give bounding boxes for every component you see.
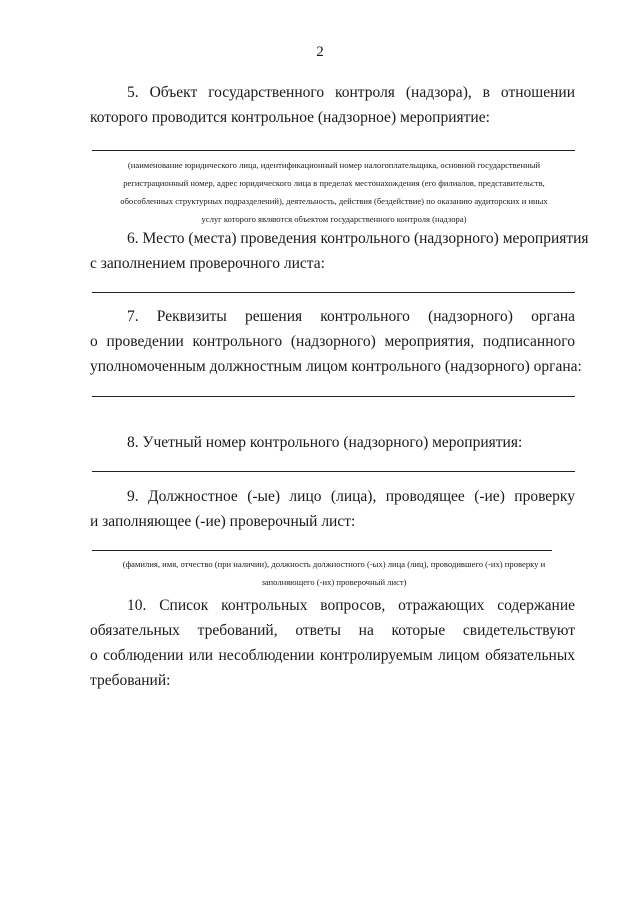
item-6-fill-line[interactable]	[92, 292, 575, 293]
item-10-line-3: о соблюдении или несоблюдении контролируемым лицом обязательных	[90, 647, 575, 664]
item-9-note	[92, 555, 576, 591]
item-5-note-line-4: услуг которого являются объектом государственного контроля (надзора)	[201, 214, 467, 224]
item-10-line-4: требований:	[90, 672, 171, 689]
item-10-control-questions	[90, 593, 575, 693]
item-5-note-line-1: (наименование юридического лица, идентификационный номер налогоплательщика, основной государственный	[127, 160, 541, 170]
item-6-line-2: с заполнением проверочного листа:	[90, 255, 325, 272]
item-6-line-1: 6. Место (места) проведения контрольного (надзорного) мероприятия	[127, 230, 589, 247]
item-9-note-line-2: заполняющего (-их) проверочный лист)	[261, 577, 407, 587]
item-8-registration-number	[90, 430, 575, 455]
item-5-note	[92, 156, 576, 228]
item-8-fill-line[interactable]	[92, 471, 575, 472]
item-7-line-1: 7. Реквизиты решения контрольного (надзорного) органа	[127, 308, 575, 325]
item-9-responsible-officials	[90, 484, 575, 534]
item-5-note-line-3: обособленных структурных подразделений), деятельность, действия (бездействие) по оказанию аудиторских и иных	[120, 196, 548, 206]
item-5-object-of-control	[90, 80, 575, 130]
item-10-line-1: 10. Список контрольных вопросов, отражающих содержание	[127, 597, 575, 614]
item-7-line-3: уполномоченным должностным лицом контрольного (надзорного) органа:	[90, 358, 582, 375]
page-number: 2	[316, 44, 324, 60]
item-6-place-of-inspection	[90, 226, 589, 276]
item-9-fill-line[interactable]	[92, 550, 552, 551]
item-9-note-line-1: (фамилия, имя, отчество (при наличии), должность должностного (-ых) лица (лиц), проводившего (-их) проверку и	[122, 559, 546, 569]
item-5-note-line-2: регистрационный номер, адрес юридического лица в пределах местонахождения (его филиалов, представительств,	[123, 178, 545, 188]
item-9-line-2: и заполняющее (-ие) проверочный лист:	[90, 513, 356, 530]
item-7-line-2: о проведении контрольного (надзорного) мероприятия, подписанного	[90, 333, 575, 350]
item-10-line-2: обязательных требований, ответы на которые свидетельствуют	[90, 622, 575, 639]
item-5-line-2: которого проводится контрольное (надзорное) мероприятие:	[90, 109, 490, 126]
item-8-line-1: 8. Учетный номер контрольного (надзорного) мероприятия:	[127, 434, 523, 451]
item-5-line-1: 5. Объект государственного контроля (надзора), в отношении	[127, 84, 575, 101]
item-7-fill-line[interactable]	[92, 396, 575, 397]
item-5-fill-line[interactable]	[92, 150, 575, 151]
item-7-decision-details	[90, 304, 582, 379]
item-9-line-1: 9. Должностное (-ые) лицо (лица), проводящее (-ие) проверку	[127, 488, 575, 505]
